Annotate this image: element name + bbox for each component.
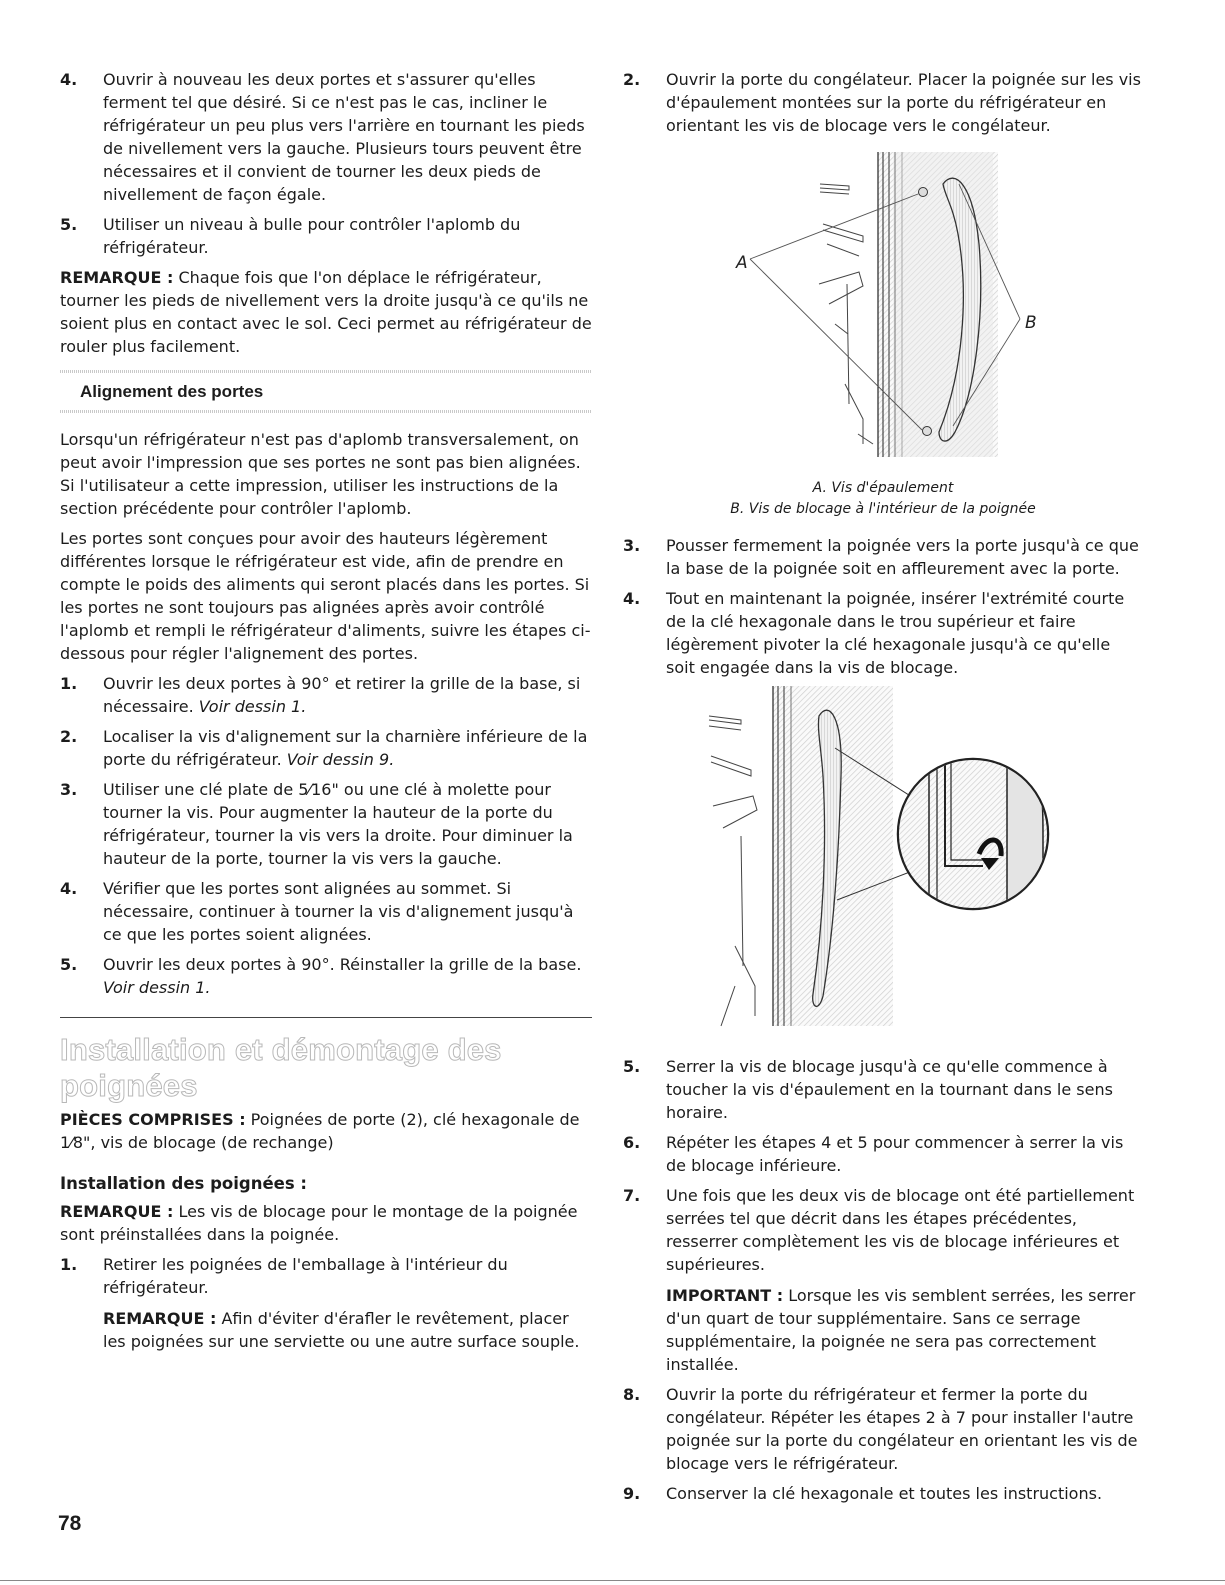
caption-set-screw: B. Vis de blocage à l'intérieur de la poignée: [730, 501, 1036, 517]
note-rolling: [60, 266, 592, 358]
step-text: Serrer la vis de blocage jusqu'à ce qu'elle commence à toucher la vis d'épaulement en la tournant dans le sens horaire.: [666, 1057, 1113, 1122]
important-label: IMPORTANT :: [666, 1286, 784, 1305]
parts-included: [60, 1108, 592, 1154]
figure-reference: Voir dessin 1.: [103, 978, 211, 997]
parts-text: Poignées de porte (2), clé hexagonale de: [245, 1110, 580, 1129]
step-number: 4.: [60, 879, 78, 898]
note-text: Afin d'éviter d'érafler le revêtement, placer les poignées sur une serviette ou une autre surface souple.: [103, 1309, 580, 1351]
important-note: [666, 1284, 1143, 1376]
section-heading-band: [60, 370, 592, 413]
leveling-step-4: [60, 68, 592, 206]
step-number: 1.: [60, 674, 78, 693]
step-number: 5.: [60, 215, 78, 234]
step-number: 9.: [623, 1484, 641, 1503]
step-text: Ouvrir la porte du congélateur. Placer la poignée sur les vis d'épaulement montées sur la porte du réfrigérateur en orientant les vis de blocage vers le congélateur.: [666, 70, 1141, 135]
alignment-step-2: [60, 725, 592, 771]
install-step-9: [623, 1482, 1143, 1505]
section-heading-door-alignment: Alignement des portes: [80, 382, 264, 401]
step-text: Ouvrir à nouveau les deux portes et s'assurer qu'elles ferment tel que désiré. Si ce n'est pas le cas, incliner le réfrigérateur un peu plus vers l'arrière en tournant les pieds de nivellement vers la gauche. Plusieurs tours peuvent être nécessaires et il convient de tourner les deux pieds de nivellement de façon égale.: [103, 70, 585, 204]
step-text: Retirer les poignées de l'emballage à l'intérieur du réfrigérateur.: [103, 1255, 508, 1297]
install-step-8: [623, 1383, 1143, 1475]
step-number: 4.: [623, 589, 641, 608]
alignment-step-1: [60, 672, 592, 718]
label-b: B: [1025, 313, 1037, 333]
step-number: 8.: [623, 1385, 641, 1404]
figure-reference: Voir dessin 1.: [198, 697, 307, 716]
install-step-7: [623, 1184, 1143, 1376]
alignment-step-4: [60, 877, 592, 946]
page-number: 78: [58, 1512, 82, 1535]
step-text: Répéter les étapes 4 et 5 pour commencer à serrer la vis de blocage inférieure.: [666, 1133, 1124, 1175]
step-number: 6.: [623, 1133, 641, 1152]
alignment-step-3: [60, 778, 592, 870]
step-number: 3.: [60, 780, 78, 799]
step-number: 2.: [623, 70, 641, 89]
note-label: REMARQUE :: [103, 1309, 217, 1328]
parts-text: ", vis de blocage (de rechange): [83, 1133, 334, 1152]
note-text: Chaque fois que l'on déplace le réfrigérateur, tourner les pieds de nivellement vers la droite jusqu'à ce qu'ils ne soient plus en contact avec le sol. Ceci permet au réfrigérateur de rouler plus facilement.: [60, 268, 592, 356]
section-divider: [60, 1017, 592, 1018]
right-column: [623, 68, 1143, 1512]
step-number: 5.: [60, 955, 78, 974]
leveling-step-5: [60, 213, 592, 259]
install-step-2: [623, 68, 1143, 137]
important-text: Lorsque les vis semblent serrées, les serrer d'un quart de tour supplémentaire. Sans ce serrage supplémentaire, la poignée ne sera pas correctement installée.: [666, 1286, 1136, 1374]
step-text: Localiser la vis d'alignement sur la charnière inférieure de la porte du réfrigérateur.: [103, 727, 588, 769]
step-number: 1.: [60, 1255, 78, 1274]
figure-reference: Voir dessin 9.: [286, 750, 395, 769]
step-text: " ou une clé à molette pour tourner la vis. Pour augmenter la hauteur de la porte du réfrigérateur, tourner la vis vers la droite. Pour diminuer la hauteur de la porte, tourner la vis vers la gauche.: [103, 780, 573, 868]
install-step-3: [623, 534, 1143, 580]
label-a: A: [736, 253, 748, 273]
left-column: [60, 68, 592, 1360]
step-text: Utiliser un niveau à bulle pour contrôler l'aplomb du réfrigérateur.: [103, 215, 521, 257]
step-text: Pousser fermement la poignée vers la porte jusqu'à ce que la base de la poignée soit en affleurement avec la porte.: [666, 536, 1139, 578]
step-note: [103, 1307, 592, 1353]
main-section-heading: Installation et démontage des poignées: [60, 1032, 502, 1103]
note-text: Les vis de blocage pour le montage de la poignée sont préinstallées dans la poignée.: [60, 1202, 578, 1244]
alignment-paragraph-1: Lorsqu'un réfrigérateur n'est pas d'aplomb transversalement, on peut avoir l'impression que ses portes ne sont pas bien alignées. Si l'utilisateur a cette impression, utiliser les instructions de la section précédente pour contrôler l'aplomb.: [60, 430, 581, 518]
install-step-4: [623, 587, 1143, 679]
parts-label: PIÈCES COMPRISES :: [60, 1110, 246, 1129]
caption-shoulder-screw: A. Vis d'épaulement: [812, 480, 954, 496]
install-step-6: [623, 1131, 1143, 1177]
step-number: 7.: [623, 1186, 641, 1205]
note-preinstalled: [60, 1200, 592, 1246]
step-number: 5.: [623, 1057, 641, 1076]
step-text: Conserver la clé hexagonale et toutes les instructions.: [666, 1484, 1103, 1503]
note-label: REMARQUE :: [60, 268, 174, 287]
step-text: Tout en maintenant la poignée, insérer l'extrémité courte de la clé hexagonale dans le trou supérieur et faire légèrement pivoter la clé hexagonale jusqu'à ce qu'elle soit engagée dans la vis de blocage.: [666, 589, 1125, 677]
step-text: Ouvrir les deux portes à 90° et retirer la grille de la base, si nécessaire.: [103, 674, 581, 716]
step-number: 3.: [623, 536, 641, 555]
fraction: 1⁄8: [60, 1133, 84, 1152]
step-text: Utiliser une clé plate de: [103, 780, 299, 799]
step-number: 4.: [60, 70, 78, 89]
step-text: Ouvrir les deux portes à 90°. Réinstaller la grille de la base.: [103, 955, 582, 974]
step-text: Vérifier que les portes sont alignées au sommet. Si nécessaire, continuer à tourner la vis d'alignement jusqu'à ce que les portes soient alignées.: [103, 879, 574, 944]
handle-placement-illustration: [623, 144, 1143, 464]
fraction: 5⁄16: [298, 780, 332, 799]
step-number: 2.: [60, 727, 78, 746]
figure-caption: [623, 478, 1143, 520]
install-step-5: [623, 1055, 1143, 1124]
install-step-1: [60, 1253, 592, 1353]
step-text: Une fois que les deux vis de blocage ont été partiellement serrées tel que décrit dans les étapes précédentes, resserrer complètement les vis de blocage inférieures et supérieures.: [666, 1186, 1135, 1274]
install-handles-heading: Installation des poignées :: [60, 1174, 308, 1193]
alignment-paragraph-2: Les portes sont conçues pour avoir des hauteurs légèrement différentes lorsque le réfrigérateur est vide, afin de prendre en compte le poids des aliments qui seront placés dans les portes. Si les portes ne sont toujours pas alignées après avoir contrôlé l'aplomb et rempli le réfrigérateur d'aliments, suivre les étapes ci-dessous pour régler l'alignement des portes.: [60, 529, 591, 663]
alignment-step-5: [60, 953, 592, 999]
hex-key-illustration: [623, 686, 1143, 1041]
page-bottom-rule: [0, 1580, 1225, 1581]
note-label: REMARQUE :: [60, 1202, 174, 1221]
step-text: Ouvrir la porte du réfrigérateur et fermer la porte du congélateur. Répéter les étapes 2 à 7 pour installer l'autre poignée sur la porte du congélateur en orientant les vis de blocage vers le réfrigérateur.: [666, 1385, 1138, 1473]
